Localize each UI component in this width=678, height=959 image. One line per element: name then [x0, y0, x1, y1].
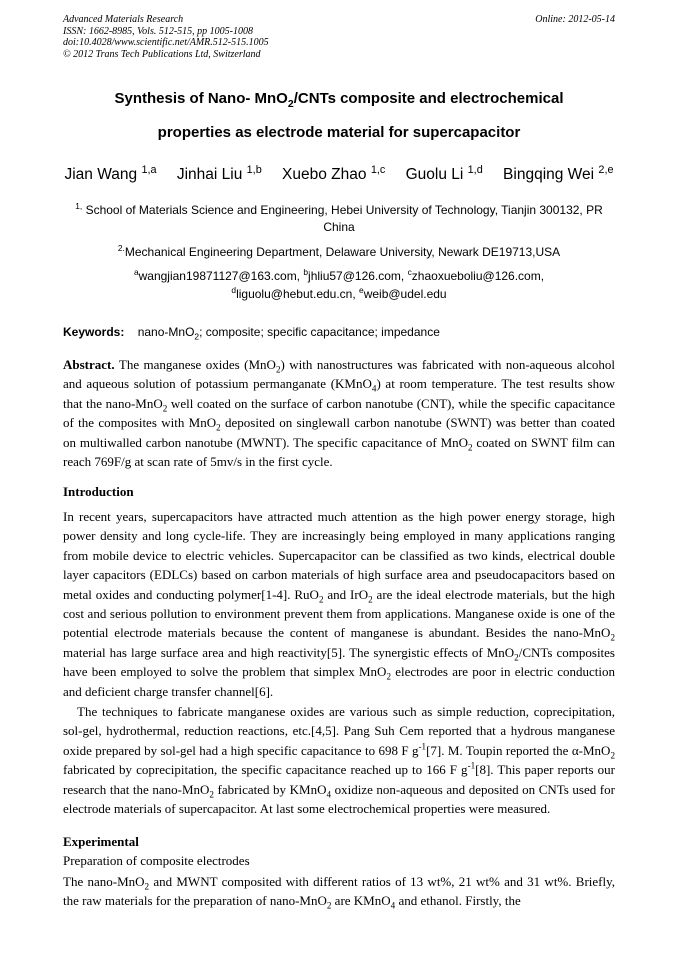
keywords-text: ; composite; specific capacitance; impedance [199, 325, 440, 339]
intro-text: The techniques to fabricate manganese oxides are various such as simple reduction, coprecipitation, sol-gel, hydrothermal, reduction reactions, etc.[4,5]. Pang Suh Cem reported that a hydrous manganese oxide prepared by sol-gel had a high specific capacitance to 698 F g [63, 704, 615, 758]
intro-text: [8]. This paper reports our research that the nano-MnO [63, 762, 615, 797]
experimental-heading: Experimental [63, 834, 139, 849]
author-sup: 1,d [467, 163, 483, 176]
author-list [40, 165, 638, 185]
intro-text: are the ideal electrode materials, but the high cost and serious pollution to environment prevent them from applications. Manganese oxide is one of the potential electrode materials because the content of manganese is abundant. Besides the nano-MnO [63, 586, 615, 641]
sub: 4 [326, 789, 332, 800]
keywords-text: nano-MnO [137, 325, 195, 339]
intro-text: electrodes are poor in electric conduction and deficient charge transfer channel[6]. [63, 664, 615, 699]
author-sup: 1,c [370, 163, 386, 176]
paper-title-line-2: properties as electrode material for supercapacitor [157, 124, 521, 141]
title-text-a: Synthesis of Nano- MnO [114, 90, 288, 107]
sub: 2 [610, 750, 615, 761]
keywords-sub: 2 [194, 331, 200, 342]
affil-mark: 1, [75, 201, 83, 211]
introduction-paragraph-1 [63, 507, 615, 701]
sub: 2 [275, 364, 281, 375]
email-mark: a [133, 267, 139, 277]
doi-line: doi:10.4028/www.scientific.net/AMR.512-515.1005 [63, 37, 269, 48]
intro-text: /CNTs composites have been employed to solve the problem that simplex MnO [63, 644, 615, 680]
intro-text: oxidize non-aqueous and deposited on CNTs used for electrode materials of supercapacitor. At last some electrochemical properties were measured. [63, 781, 615, 817]
intro-text: and IrO [323, 586, 369, 602]
exp-text: and MWNT composited with different ratios of 13 wt%, 21 wt% and 31 wt%. Briefly, the raw materials for the preparation of nano-MnO [63, 874, 616, 909]
author [282, 163, 386, 183]
sub: 2 [162, 403, 168, 414]
intro-text: fabricated by KMnO [213, 781, 327, 797]
sub: 2 [368, 594, 373, 605]
paper-title-line-1 [40, 90, 638, 108]
email-line-1 [63, 268, 615, 285]
keywords [63, 325, 615, 342]
title-sub: 2 [287, 98, 294, 110]
introduction-heading: Introduction [63, 484, 134, 499]
author-sup: 1,a [141, 163, 157, 176]
email-mark: c [407, 267, 412, 277]
email[interactable]: wangjian19871127@163.com, [138, 269, 304, 283]
email-mark: e [359, 285, 364, 295]
exp-text: are KMnO [331, 893, 391, 909]
intro-text: In recent years, supercapacitors have attracted much attention as the high power energy storage, high power density and long cycle-life. They are increasingly being employed in many applications ranging from mobile device to electric vehicles. Supercapacitor can be classified as two kinds, electrical double layer capacitors (EDLCs) based on carbon materials of high surface area and pseudocapacitors based on metal oxides and conducting polymer[1-4]. RuO [63, 509, 615, 602]
author-name: Jian Wang [64, 166, 138, 183]
author [503, 163, 614, 183]
title-text-b: /CNTs composite and electrochemical [293, 90, 564, 107]
sub: 2 [514, 652, 519, 663]
author [64, 163, 157, 183]
email[interactable]: liguolu@hebut.edu.cn, [236, 287, 360, 301]
copyright-line: © 2012 Trans Tech Publications Ltd, Switzerland [63, 48, 261, 60]
abstract-text: ) at room temperature. The test results show that the nano-MnO [63, 376, 615, 411]
sub: 2 [326, 901, 332, 911]
sub: 2 [144, 881, 150, 892]
email-mark: b [303, 267, 309, 277]
sub: 4 [371, 384, 377, 394]
journal-name: Advanced Materials Research [63, 14, 184, 25]
affiliation-1 [63, 202, 615, 236]
email-mark: d [231, 285, 237, 295]
abstract-text: coated on SWNT film can reach 769F/g at scan rate of 5mv/s in the first cycle. [63, 434, 615, 470]
affil-mark: 2. [117, 243, 125, 253]
author-sup: 2,e [598, 163, 614, 176]
sub: 2 [318, 594, 324, 605]
abstract-text: well coated on the surface of carbon nanotube (CNT), while the specific capacitance of the composites with MnO [63, 395, 616, 431]
email[interactable]: weib@udel.edu [363, 287, 447, 301]
email-line-2 [63, 286, 615, 303]
email[interactable]: jhliu57@126.com, [308, 269, 408, 283]
affil-text: Mechanical Engineering Department, Delaware University, Newark DE19713,USA [124, 245, 561, 259]
exp-text: The nano-MnO [63, 874, 145, 889]
sub: 2 [216, 422, 221, 433]
intro-text: fabricated by coprecipitation, the specific capacitance reached up to 166 F g [63, 762, 468, 778]
affil-text: School of Materials Science and Engineering, Hebei University of Technology, Tianjin 300132, PR China [82, 203, 603, 234]
sub: 4 [390, 901, 396, 911]
sub: 2 [209, 789, 214, 800]
issn-line: ISSN: 1662-8985, Vols. 512-515, pp 1005-1008 [63, 25, 253, 37]
intro-text: material has large surface area and high reactivity[5]. The synergistic effects of MnO [63, 644, 515, 660]
author-name: Guolu Li [405, 166, 464, 183]
affiliation-2 [63, 244, 615, 261]
keywords-label: Keywords: [63, 325, 125, 339]
sub: 2 [468, 442, 473, 453]
exp-text: and ethanol. Firstly, the [395, 893, 521, 909]
author-name: Bingqing Wei [503, 166, 595, 183]
abstract-text: The manganese oxides (MnO [114, 357, 276, 372]
email[interactable]: zhaoxueboliu@126.com, [411, 269, 545, 283]
sub: 2 [610, 633, 615, 644]
sup: -1 [467, 760, 476, 771]
author [405, 163, 483, 183]
introduction-paragraph-2 [63, 702, 615, 818]
experimental-paragraph-1 [63, 872, 615, 911]
journal-header [63, 14, 615, 60]
author-sup: 1,b [246, 163, 262, 176]
author-name: Jinhai Liu [176, 166, 243, 183]
sub: 2 [386, 671, 391, 682]
experimental-subheading: Preparation of composite electrodes [63, 853, 250, 868]
online-date: Online: 2012-05-14 [535, 14, 615, 25]
abstract-label: Abstract. [63, 357, 115, 372]
intro-text: [7]. M. Toupin reported the α-MnO [426, 742, 611, 758]
abstract-text: deposited on singlewall carbon nanotube (SWNT) was better than coated on multiwalled carbon nanotube (MWNT). The specific capacitance of MnO [63, 415, 615, 450]
sup: -1 [418, 741, 427, 752]
author-name: Xuebo Zhao [282, 166, 367, 183]
author [176, 163, 262, 183]
abstract [63, 355, 615, 471]
abstract-text: ) with nanostructures was fabricated with non-aqueous alcohol and aqueous solution of potassium permanganate (KMnO [63, 357, 615, 392]
